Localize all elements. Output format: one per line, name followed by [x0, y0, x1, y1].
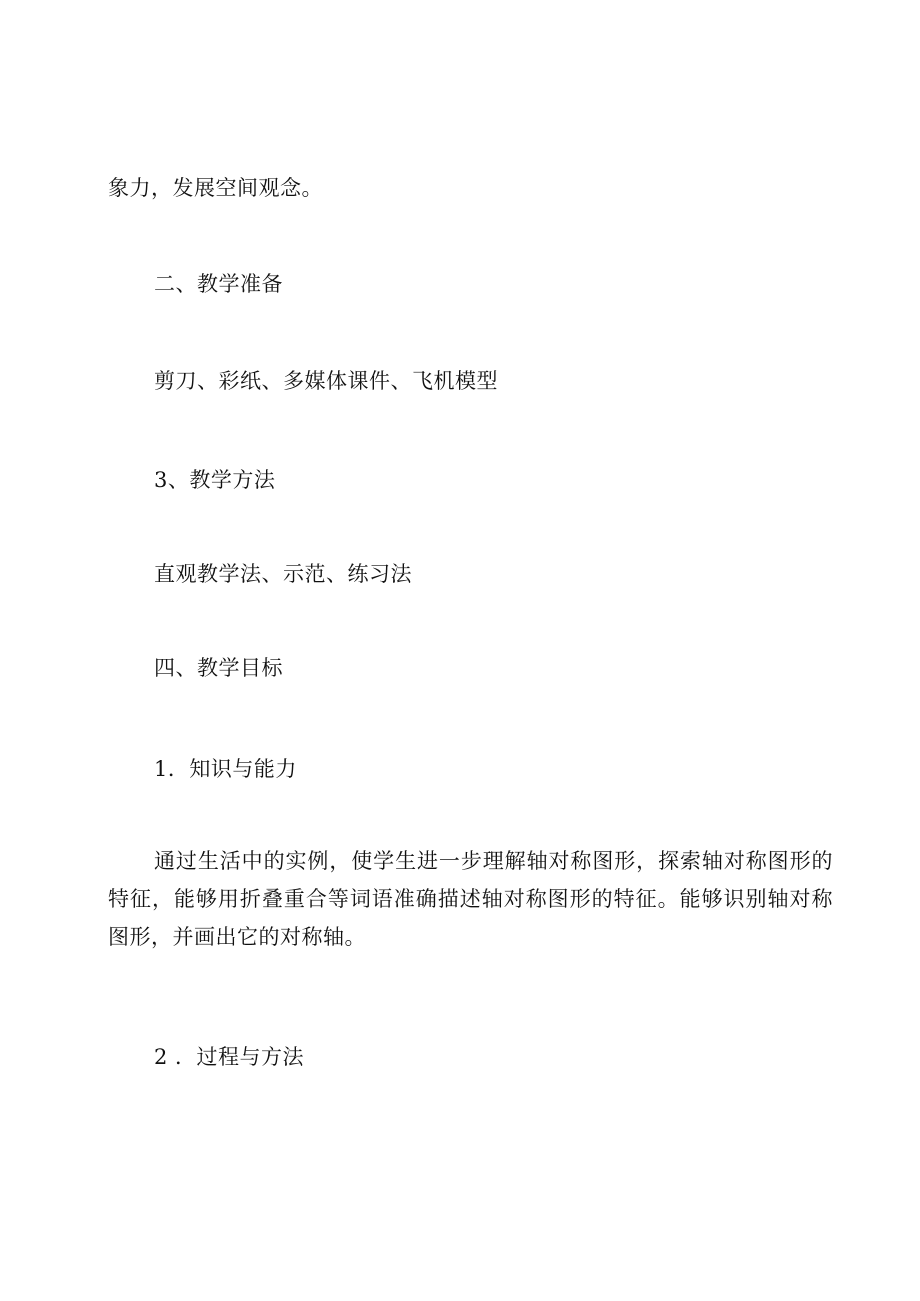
- section-heading-preparation: 二、教学准备: [154, 272, 283, 296]
- section-heading-objectives: 四、教学目标: [154, 656, 283, 680]
- preparation-materials: 剪刀、彩纸、多媒体课件、飞机模型: [154, 369, 498, 393]
- objective-1-heading: 1．知识与能力: [154, 757, 297, 781]
- section-heading-methods: 3、教学方法: [154, 468, 276, 492]
- objective-2-heading: 2 ．过程与方法: [154, 1045, 305, 1069]
- objective-1-paragraph: 通过生活中的实例，使学生进一步理解轴对称图形，探索轴对称图形的特征，能够用折叠重合等词语准确描述轴对称图形的特征。能够识别轴对称图形，并画出它的对称轴。: [108, 849, 833, 949]
- teaching-methods-text: 直观教学法、示范、练习法: [154, 562, 412, 586]
- continuation-text: 象力，发展空间观念。: [108, 176, 323, 200]
